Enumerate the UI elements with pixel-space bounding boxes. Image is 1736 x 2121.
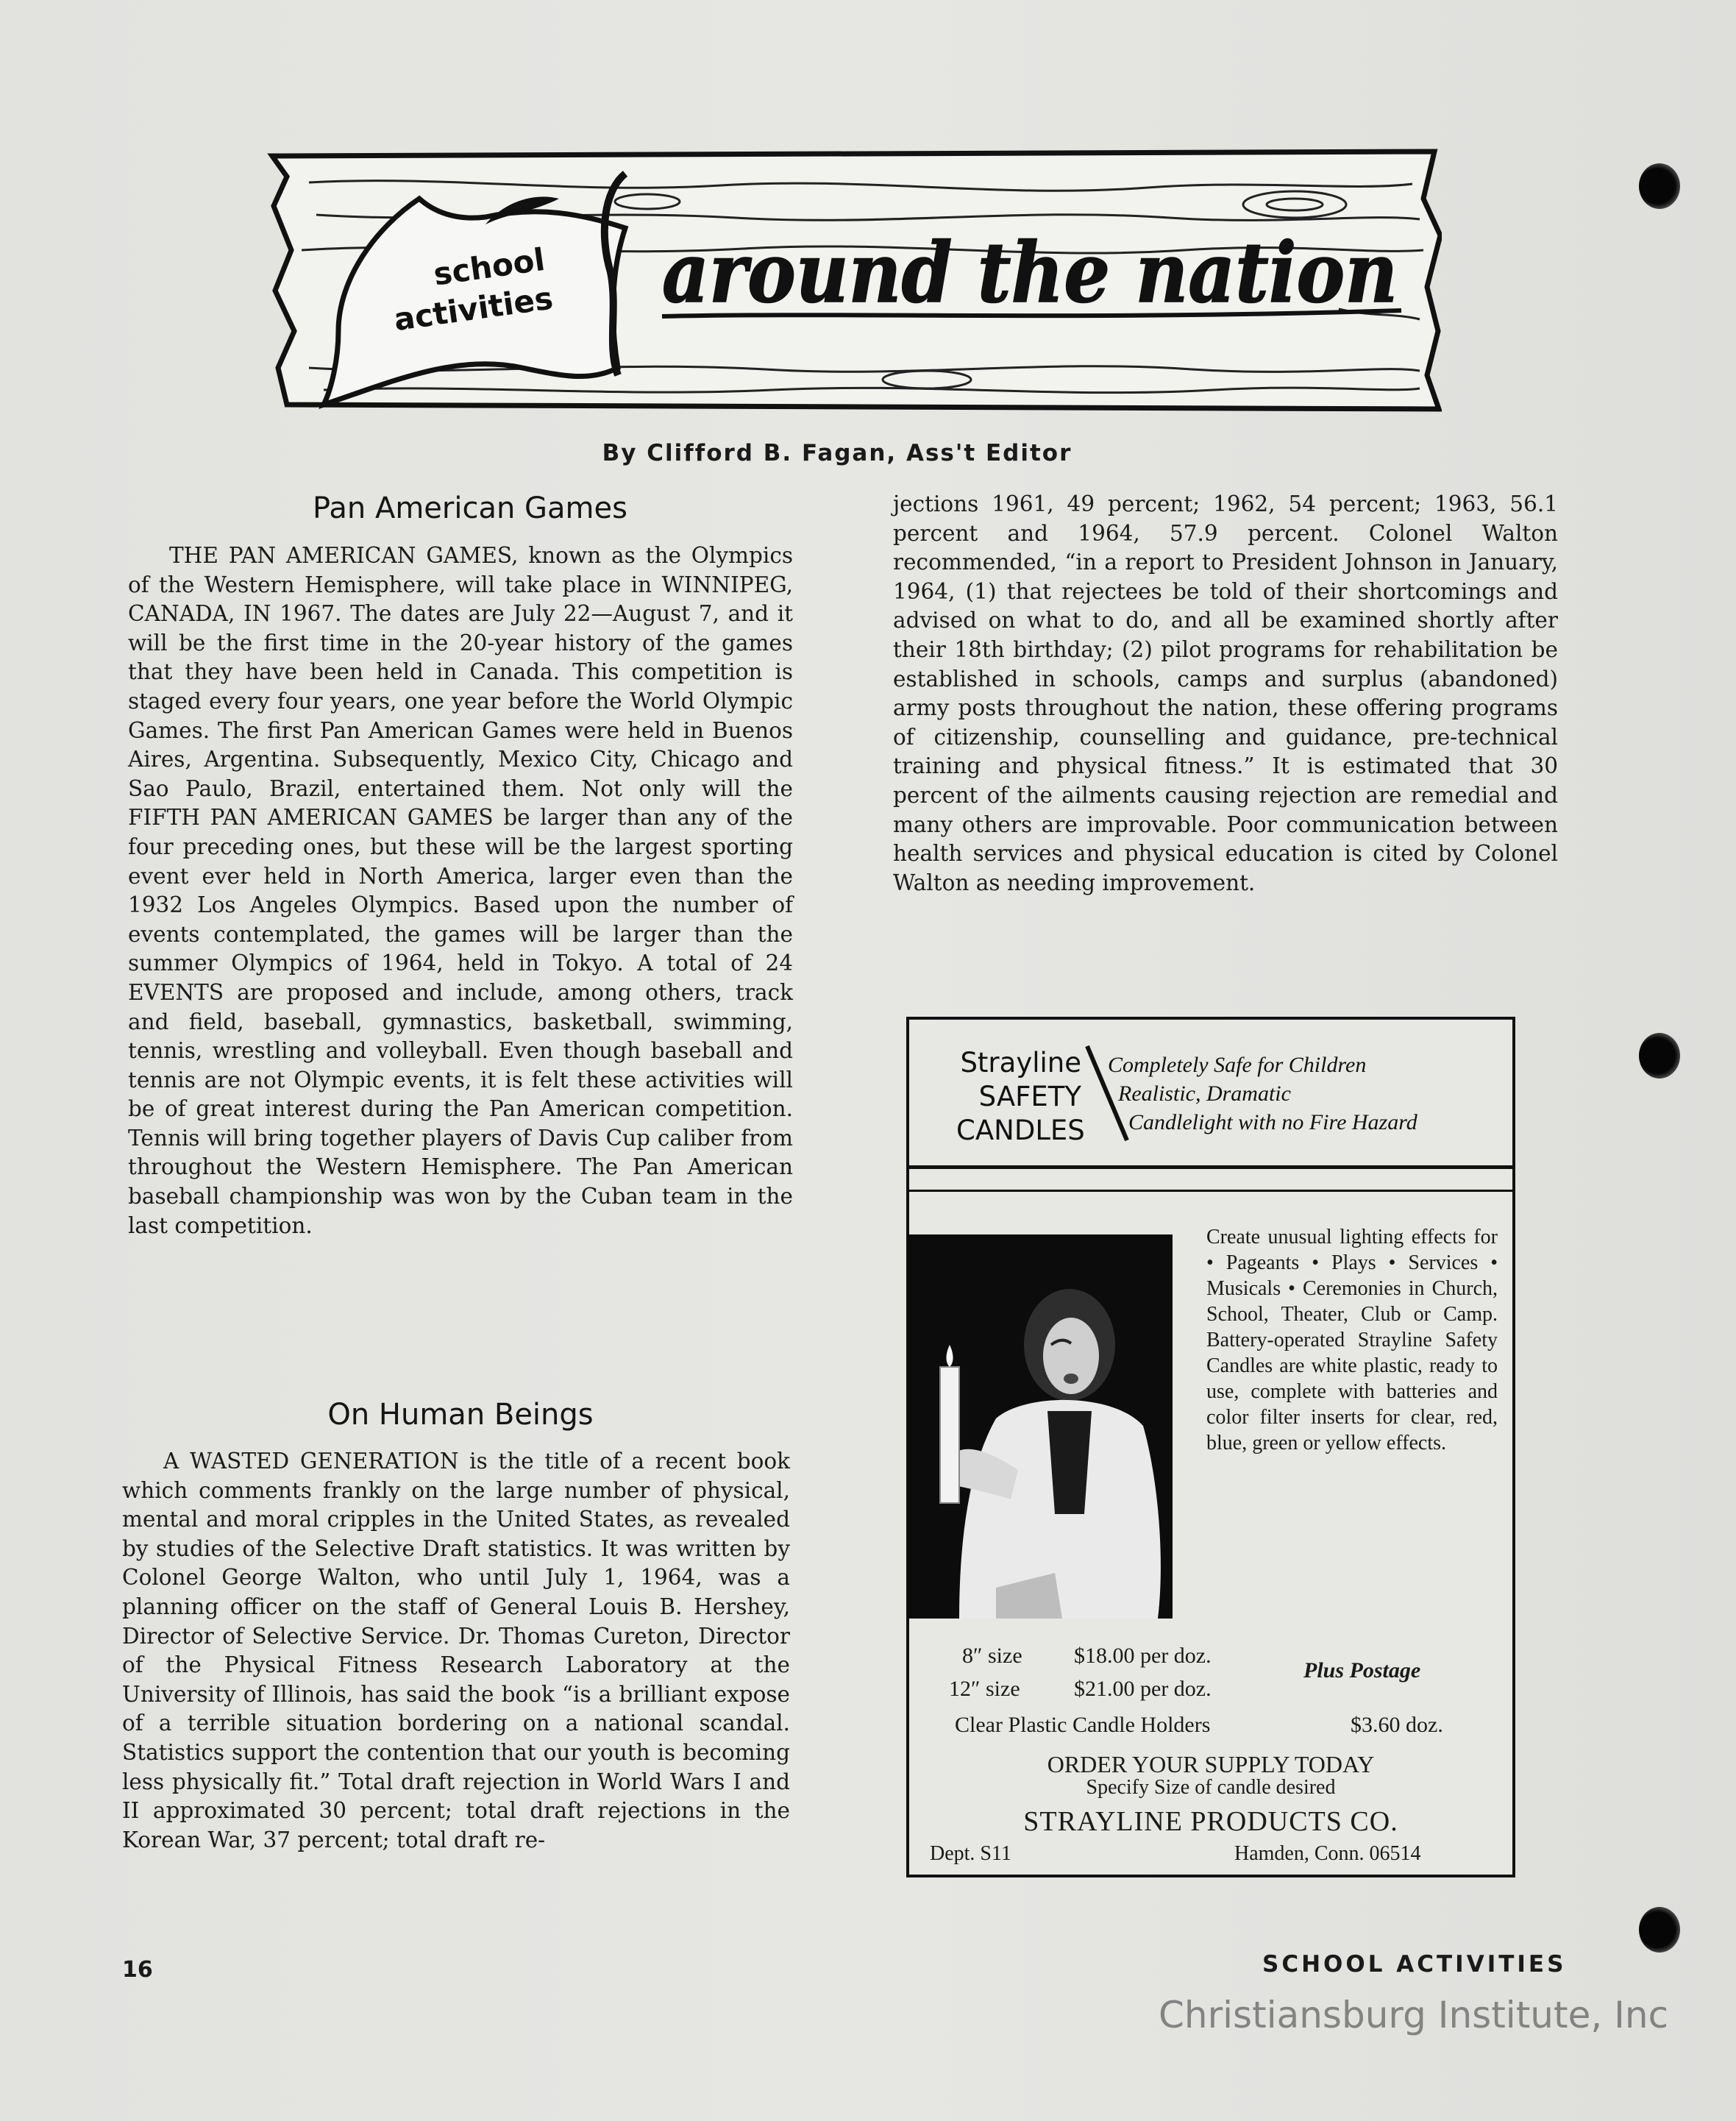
ad-tagline-3: Candlelight with no Fire Hazard — [1128, 1110, 1417, 1134]
page-number: 16 — [122, 1957, 153, 1983]
binder-hole-top — [1639, 163, 1680, 209]
article-continuation — [893, 490, 1558, 898]
ad-rule-upper — [909, 1165, 1512, 1169]
ad-size-8: 8″ size — [962, 1644, 1022, 1668]
article-pan-american-games — [128, 541, 793, 1240]
ad-holders-price: $3.60 doz. — [1351, 1713, 1443, 1737]
article-on-human-beings — [122, 1447, 790, 1855]
ad-plus-postage: Plus Postage — [1303, 1658, 1421, 1683]
banner-activities-text: activities — [391, 280, 555, 338]
choir-singer-photo — [908, 1234, 1173, 1619]
banner-school-text: school — [431, 241, 547, 293]
binder-hole-bottom — [1639, 1907, 1680, 1953]
ad-price-8: $18.00 per doz. — [1074, 1644, 1212, 1668]
ad-brand-line2: SAFETY — [978, 1081, 1081, 1112]
around-the-nation-banner — [265, 147, 1442, 412]
ad-company: STRAYLINE PRODUCTS CO. — [1023, 1806, 1398, 1837]
ad-size-12: 12″ size — [949, 1677, 1020, 1701]
ad-header — [909, 1020, 1512, 1167]
ad-brand — [927, 1046, 1085, 1148]
archive-watermark: Christiansburg Institute, Inc — [1159, 1994, 1669, 2036]
ad-rule-lower — [909, 1190, 1512, 1192]
strayline-candles-ad — [906, 1017, 1515, 1877]
heading-on-human-beings: On Human Beings — [327, 1398, 594, 1432]
ad-dept: Dept. S11 — [930, 1842, 1011, 1865]
banner-script-title: around the nation — [662, 225, 1398, 321]
ad-address: Hamden, Conn. 06514 — [1234, 1842, 1421, 1865]
ad-tagline — [1108, 1051, 1417, 1137]
ad-holders-label: Clear Plastic Candle Holders — [955, 1713, 1211, 1737]
ad-brand-line1: Strayline — [960, 1047, 1081, 1079]
binder-hole-middle — [1639, 1033, 1680, 1079]
paragraph-continuation: jections 1961, 49 percent; 1962, 54 percent; 1963, 56.1 percent and 1964, 57.9 percent. Colonel Walton recommended, “in a report to President Johnson in January, 1964, (1) that rejectees be told of their shortcomings and advised on what to do, and all be examined shortly after their 18th birthday; (2) pilot programs for rehabilitation be established in schools, camps and surplus (abandoned) army posts throughout the nation, these offering programs of citizenship, counselling and guidance, pre-technical training and physical fitness.” It is estimated that 30 percent of the ailments causing rejection are remedial and many others are improvable. Poor communication between health services and physical education is cited by Colonel Walton as needing improvement. — [893, 491, 1558, 895]
magazine-name: SCHOOL ACTIVITIES — [1262, 1951, 1567, 1978]
ad-order-line: ORDER YOUR SUPPLY TODAY — [1047, 1751, 1375, 1777]
paragraph-pan-american-games: THE PAN AMERICAN GAMES, known as the Olympics of the Western Hemisphere, will take place in WINNIPEG, CANADA, IN 1967. The dates are July 22—August 7, and it will be the first time in the 20-year history of the games that they have been held in Canada. This competition is staged every four years, one year before the World Olympic Games. The first Pan American Games were held in Buenos Aires, Argentina. Subsequently, Mexico City, Chicago and Sao Paulo, Brazil, entertained them. Not only will the FIFTH PAN AMERICAN GAMES be larger than any of the four preceding ones, but these will be the largest sporting event ever held in North America, larger even than the 1932 Los Angeles Olympics. Based upon the number of events contemplated, the games will be larger than the summer Olympics of 1964, held in Tokyo. A total of 24 EVENTS are proposed and include, among others, track and field, baseball, gymnastics, basketball, swimming, tennis, wrestling and volleyball. Even though baseball and tennis are not Olympic events, it is felt these activities will be of great interest during the Pan American competition. Tennis will bring together players of Davis Cup caliber from throughout the Western Hemisphere. The Pan American baseball championship was won by the Cuban team in the last competition. — [128, 543, 793, 1238]
ad-description: Create unusual lighting effects for • Pageants • Plays • Services • Musicals • Ceremonies in Church, School, Theater, Club or Camp. Battery-operated Strayline Safety Candles are white plastic, ready to use, complete with batteries and color filter inserts for clear, red, blue, green or yellow effects. — [1206, 1226, 1498, 1454]
paragraph-on-human-beings: A WASTED GENERATION is the title of a recent book which comments frankly on the large number of physical, mental and moral cripples in the United States, as revealed by studies of the Selective Draft statistics. It was written by Colonel George Walton, who until July 1, 1964, was a planning officer on the staff of General Louis B. Hershey, Director of Selective Service. Dr. Thomas Cureton, Director of the Physical Fitness Research Laboratory at the University of Illinois, has said the book “is a brilliant expose of a terrible situation bordering on a national scandal. Statistics support the contention that our youth is becoming less physically fit.” Total draft rejection in World Wars I and II approximated 30 percent; total draft rejections in the Korean War, 37 percent; total draft re- — [122, 1449, 790, 1852]
byline: By Clifford B. Fagan, Ass't Editor — [602, 440, 1072, 466]
ad-tagline-2: Realistic, Dramatic — [1118, 1081, 1291, 1106]
ad-tagline-1: Completely Safe for Children — [1108, 1053, 1367, 1077]
ad-brand-line3: CANDLES — [956, 1115, 1085, 1146]
ad-specify-line: Specify Size of candle desired — [1086, 1776, 1336, 1799]
heading-pan-american-games: Pan American Games — [313, 491, 627, 525]
ad-price-12: $21.00 per doz. — [1074, 1677, 1212, 1701]
